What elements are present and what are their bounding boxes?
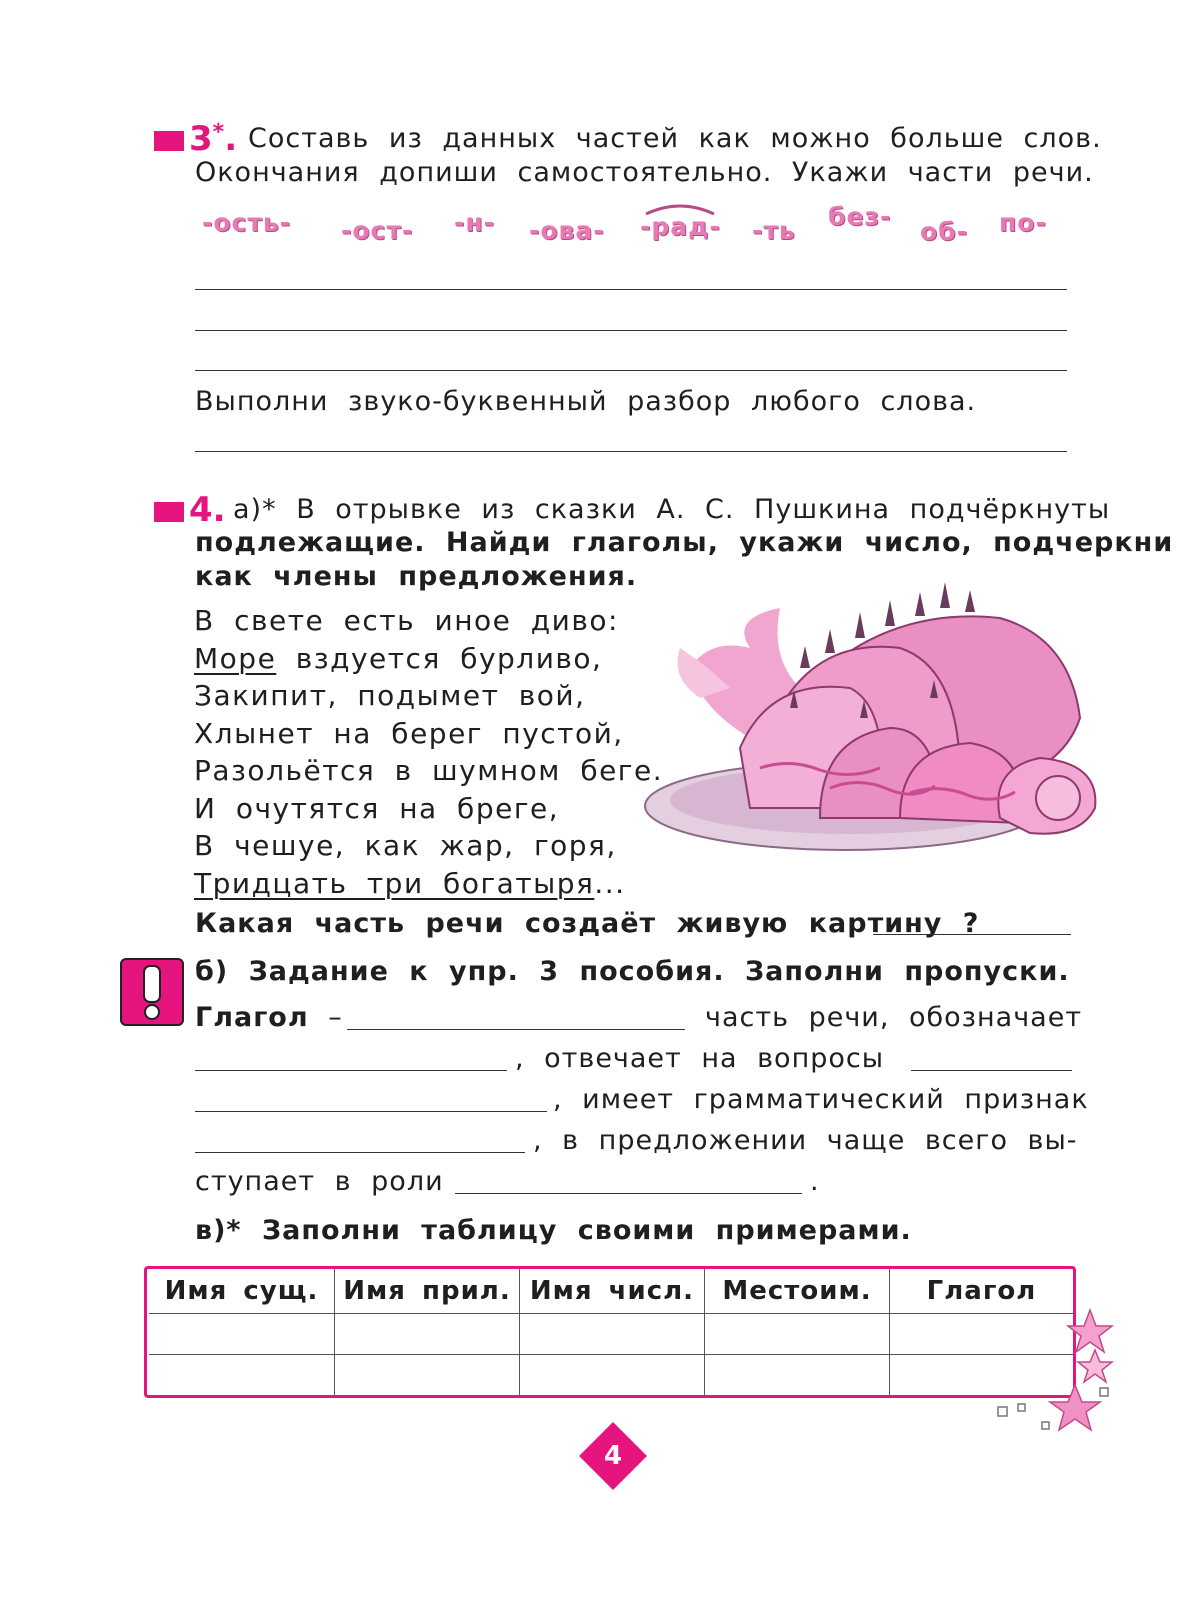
star-decoration-icon [990, 1300, 1120, 1440]
cell-numeral-1[interactable] [520, 1314, 705, 1355]
morpheme-bez: без- [828, 202, 892, 231]
poem-line-3: Закипит, подымет вой, [194, 679, 586, 712]
cell-noun-1[interactable] [149, 1314, 335, 1355]
answer-line-4[interactable] [195, 451, 1067, 452]
page-number: 4 [603, 1441, 623, 1471]
blank-verb-1[interactable] [347, 1029, 685, 1030]
pushkin-poem [194, 602, 663, 902]
root-arc-icon [644, 202, 716, 216]
verb-text-2: , отвечает на вопросы [515, 1043, 885, 1074]
task4-a-line2: подлежащие. Найди глаголы, укажи число, подчеркни [195, 527, 1174, 558]
header-numeral: Имя числ. [520, 1269, 705, 1314]
table-row [149, 1314, 1073, 1355]
poem-line-6: И очутятся на бреге, [194, 791, 560, 825]
answer-line-1[interactable] [195, 289, 1067, 290]
poem-line-8: Тридцать три богатыря... [194, 866, 626, 900]
header-adjective: Имя прил. [335, 1269, 520, 1314]
task4-a-line1: а)* В отрывке из сказки А. С. Пушкина подчёркнуты [233, 494, 1111, 525]
morpheme-po: по- [999, 208, 1047, 237]
morpheme-t: -ть [752, 216, 796, 245]
task3-analysis-instruction: Выполни звуко-буквенный разбор любого слова. [195, 386, 977, 417]
blank-verb-2[interactable] [195, 1070, 507, 1071]
task4-b-instruction: б) Задание к упр. 3 пособия. Заполни пропуски. [195, 956, 1070, 987]
task3-marker [154, 131, 184, 151]
task4-question: Какая часть речи создаёт живую картину ? [195, 908, 980, 939]
task4-number: 4. [189, 490, 226, 530]
verb-text-3: , имеет грамматический признак [553, 1084, 1089, 1115]
table-header-row [149, 1269, 1073, 1314]
cell-numeral-2[interactable] [520, 1355, 705, 1396]
morpheme-ova: -ова- [529, 216, 605, 245]
header-noun: Имя сущ. [149, 1269, 335, 1314]
morpheme-rad: -рад- [640, 212, 721, 241]
morpheme-ost-root: -ост- [341, 216, 414, 245]
verb-term-row: Глагол – [195, 1002, 343, 1033]
blank-verb-3[interactable] [911, 1070, 1072, 1071]
exclamation-icon [120, 958, 184, 1026]
poem-line-1: В свете есть иное диво: [194, 604, 619, 637]
morpheme-n: -н- [454, 208, 496, 237]
task4-c-instruction: в)* Заполни таблицу своими примерами. [195, 1215, 912, 1246]
poem-line-7: В чешуе, как жар, горя, [194, 829, 617, 862]
poem-line-4: Хлынет на берег пустой, [194, 716, 624, 750]
blank-verb-4[interactable] [195, 1111, 547, 1112]
task3-instruction-line2: Окончания допиши самостоятельно. Укажи части речи. [195, 157, 1094, 188]
task4-marker [154, 502, 184, 522]
poem-line-2: Море вздуется бурливо, [194, 641, 603, 675]
answer-line-2[interactable] [195, 330, 1067, 331]
poem-line-5: Разольётся в шумном беге. [194, 754, 664, 787]
cell-noun-2[interactable] [149, 1355, 335, 1396]
task3-number: 3*. [189, 119, 238, 159]
morpheme-ob: об- [920, 217, 969, 246]
verb-text-end: . [810, 1166, 820, 1197]
examples-table-frame [144, 1266, 1076, 1398]
table-row [149, 1355, 1073, 1396]
blank-verb-6[interactable] [455, 1193, 802, 1194]
verb-text-5: ступает в роли [195, 1166, 444, 1197]
answer-line-3[interactable] [195, 370, 1067, 371]
cell-pronoun-2[interactable] [705, 1355, 890, 1396]
header-verb: Глагол [890, 1269, 1074, 1314]
task4-a-line3: как члены предложения. [195, 561, 638, 592]
exclamation-mark-icon [122, 960, 182, 1024]
verb-term: Глагол [195, 1002, 309, 1033]
subject-bogatyri: Тридцать три богатыря [194, 866, 595, 900]
verb-text-1: часть речи, обозначает [705, 1002, 1083, 1033]
header-pronoun: Местоим. [705, 1269, 890, 1314]
subject-more: Море [194, 641, 277, 675]
cell-adjective-1[interactable] [335, 1314, 520, 1355]
answer-line-question[interactable] [873, 934, 1071, 935]
verb-text-4: , в предложении чаще всего вы- [533, 1125, 1078, 1156]
task3-instruction-line1: Составь из данных частей как можно больше слов. [248, 123, 1102, 154]
examples-table [149, 1269, 1073, 1395]
cell-adjective-2[interactable] [335, 1355, 520, 1396]
cell-pronoun-1[interactable] [705, 1314, 890, 1355]
morpheme-ost-suffix: -ость- [202, 208, 292, 237]
fairy-city-illustration [640, 578, 1115, 868]
blank-verb-5[interactable] [195, 1152, 525, 1153]
